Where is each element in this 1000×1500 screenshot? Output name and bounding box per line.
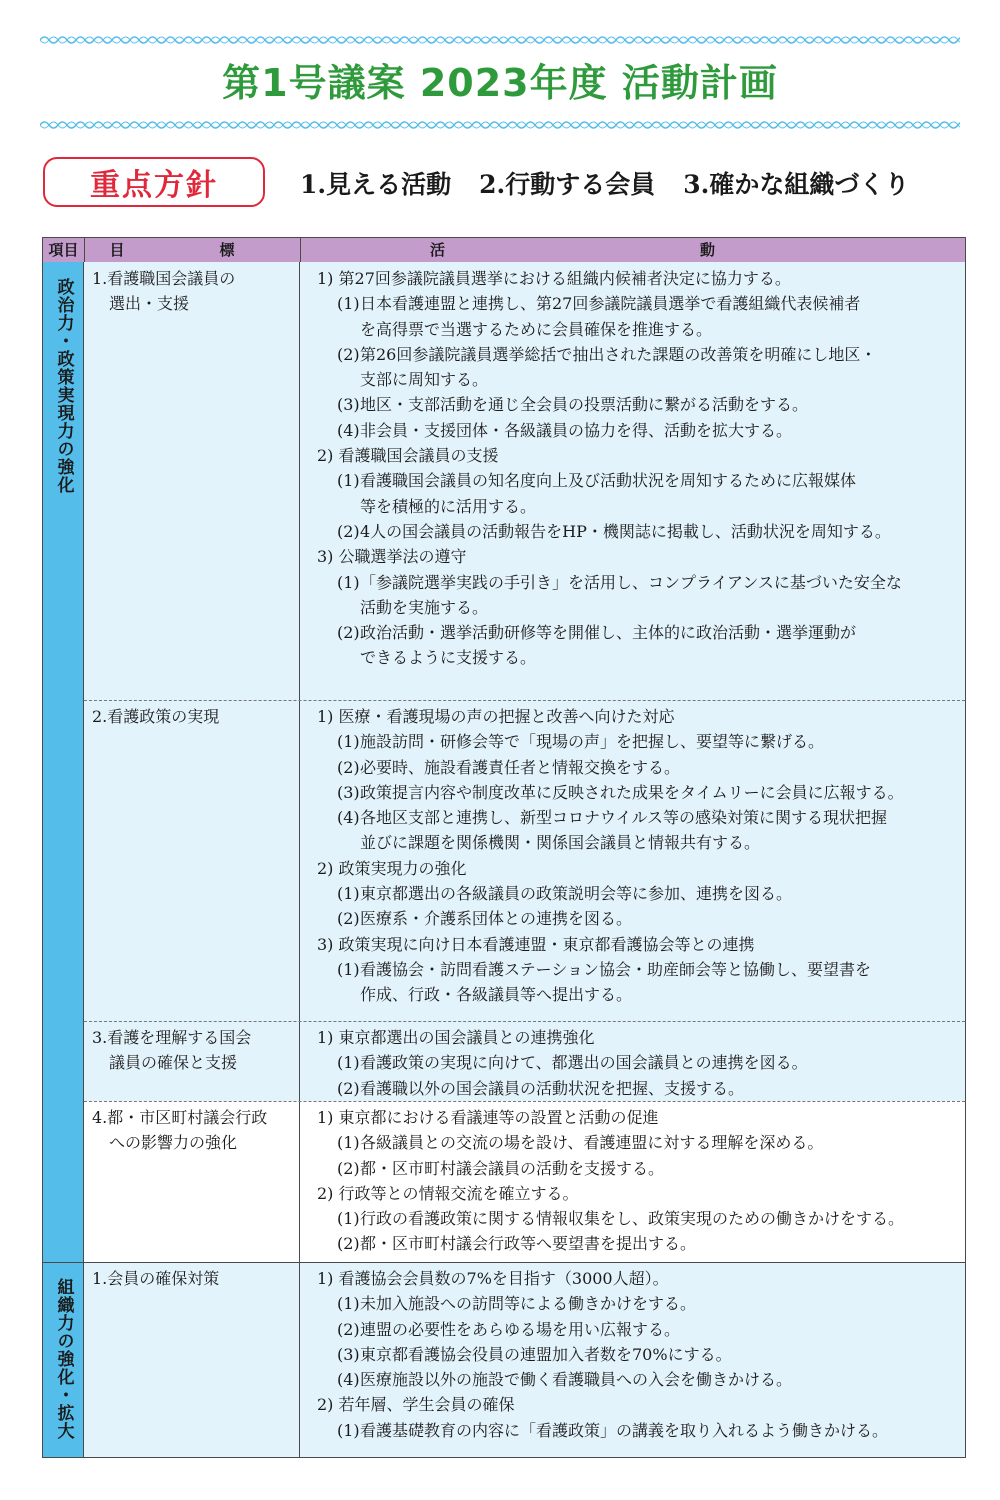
activity-item	[300, 418, 965, 443]
activity-heading: 3) 公職選挙法の遵守	[317, 547, 467, 567]
item-text: 行政の看護政策に関する情報収集をし、政策実現のための働きかけをする。	[360, 1209, 905, 1229]
item-number: (1)	[337, 1053, 360, 1073]
item-text: 地区・支部活動を通じ全会員の投票活動に繋がる活動をする。	[360, 395, 809, 415]
table-row	[84, 1021, 965, 1101]
category-cell	[43, 1262, 84, 1457]
activity-heading: 2) 政策実現力の強化	[317, 858, 467, 878]
activity-item	[300, 1317, 965, 1342]
item-number: (2)	[337, 1319, 360, 1339]
activity-item	[300, 780, 965, 805]
item-number: (4)	[337, 420, 360, 440]
item-number: (1)	[337, 1420, 360, 1440]
activity-item	[300, 1130, 965, 1155]
goal-text: 1.看護職国会議員の	[92, 269, 236, 288]
activity-item	[300, 620, 965, 671]
policy-items	[300, 160, 909, 206]
goal-text: 選出・支援	[109, 294, 190, 313]
item-number: (1)	[337, 732, 360, 752]
activity-heading: 1) 東京都選出の国会議員との連携強化	[317, 1028, 595, 1047]
activity-item	[300, 881, 965, 906]
activity-cell	[300, 266, 965, 671]
item-number: (3)	[337, 395, 360, 415]
row-divider	[84, 1101, 965, 1102]
activity-cell	[300, 1025, 965, 1101]
item-number: (4)	[337, 808, 360, 828]
goal-cell	[84, 262, 300, 700]
goal-cell	[84, 700, 300, 1021]
item-text: 各地区支部と連携し、新型コロナウイルス等の感染対策に関する現状把握	[360, 808, 888, 828]
activity-item	[300, 1050, 965, 1075]
activity-item	[300, 1291, 965, 1316]
item-number: (2)	[337, 344, 360, 364]
item-text: 第26回参議院議員選挙総括で抽出された課題の改善策を明確にし地区・	[360, 344, 877, 364]
activity-heading: 1) 東京都における看議連等の設置と活動の促進	[317, 1108, 659, 1127]
goal-text: 2.看護政策の実現	[92, 707, 220, 726]
activity-item	[300, 1076, 965, 1101]
activity-heading: 2) 若年層、学生会員の確保	[317, 1395, 515, 1415]
goal-text: 1.会員の確保対策	[92, 1269, 220, 1288]
activity-item	[300, 342, 965, 393]
table-row	[84, 262, 965, 700]
policy-label: 重点方針	[43, 157, 265, 207]
category-label: 政治力・政策実現力の強化	[53, 278, 74, 494]
activity-item	[300, 957, 965, 1008]
item-text: 政治活動・選挙活動研修等を開催し、主体的に政治活動・選挙運動が	[360, 623, 857, 643]
activity-plan-table	[42, 237, 966, 1458]
item-text-continued: 支部に周知する。	[360, 370, 489, 390]
item-text: 看護基礎教育の内容に「看護政策」の講義を取り入れるよう働きかける。	[360, 1420, 889, 1440]
item-text: 連盟の必要性をあらゆる場を用い広報する。	[360, 1319, 681, 1339]
item-text-continued: 活動を実施する。	[360, 597, 489, 617]
item-text: 必要時、施設看護責任者と情報交換をする。	[360, 757, 681, 777]
item-text: 都・区市町村議会議員の活動を支援する。	[360, 1158, 665, 1178]
item-text: 医療施設以外の施設で働く看護職員への入会を働きかける。	[360, 1370, 793, 1390]
activity-cell	[300, 704, 965, 1008]
item-number: (1)	[337, 294, 360, 314]
item-text: 都・区市町村議会行政等へ要望書を提出する。	[360, 1234, 697, 1254]
activity-item	[300, 519, 965, 544]
activity-item	[300, 1156, 965, 1181]
goal-text: 4.都・市区町村議会行政	[92, 1108, 268, 1127]
activity-heading: 1) 第27回参議院議員選挙における組織内候補者決定に協力する。	[317, 269, 791, 288]
policy-item: 1.見える活動	[300, 170, 452, 199]
item-number: (2)	[337, 1078, 360, 1098]
item-number: (2)	[337, 521, 360, 541]
activity-cell	[300, 1266, 965, 1443]
table-header	[43, 238, 965, 263]
item-text: 各級議員との交流の場を設け、看護連盟に対する理解を深める。	[360, 1133, 824, 1153]
item-text: 政策提言内容や制度改革に反映された成果をタイムリーに会員に広報する。	[360, 782, 904, 802]
item-text: 施設訪問・研修会等で「現場の声」を把握し、要望等に繋げる。	[360, 732, 825, 752]
policy-item: 3.確かな組織づくり	[683, 170, 910, 199]
item-text: 4人の国会議員の活動報告をHP・機関誌に掲載し、活動状況を周知する。	[360, 521, 891, 541]
item-text: 東京都選出の各級議員の政策説明会等に参加、連携を図る。	[360, 884, 793, 904]
goal-cell	[84, 1262, 300, 1457]
row-divider	[84, 700, 965, 701]
item-text-continued: 並びに課題を関係機関・関係国会議員と情報共有する。	[360, 833, 761, 853]
activity-heading: 2) 行政等との情報交流を確立する。	[317, 1183, 579, 1203]
activity-heading: 2) 看護職国会議員の支援	[317, 446, 499, 466]
item-number: (1)	[337, 572, 360, 592]
header-goal: 目 標	[84, 238, 301, 262]
activity-cell	[300, 1105, 965, 1257]
activity-item	[300, 1418, 965, 1443]
row-divider	[43, 1262, 965, 1263]
item-number: (1)	[337, 1294, 360, 1314]
activity-item	[300, 805, 965, 856]
activity-item	[300, 755, 965, 780]
item-number: (3)	[337, 1344, 360, 1364]
item-number: (1)	[337, 959, 360, 979]
goal-text: への影響力の強化	[109, 1133, 238, 1152]
item-number: (2)	[337, 1234, 360, 1254]
item-number: (1)	[337, 1209, 360, 1229]
item-number: (1)	[337, 1133, 360, 1153]
item-text: 未加入施設への訪問等による働きかけをする。	[360, 1294, 697, 1314]
item-text-continued: 等を積極的に活用する。	[360, 496, 537, 516]
item-number: (2)	[337, 1158, 360, 1178]
activity-heading: 1) 看護協会会員数の7%を目指す（3000人超）。	[317, 1269, 669, 1288]
table-row	[84, 700, 965, 1021]
activity-item	[300, 1342, 965, 1367]
activity-heading: 1) 医療・看護現場の声の把握と改善へ向けた対応	[317, 707, 675, 726]
item-number: (2)	[337, 623, 360, 643]
header-activity: 活 動	[429, 241, 835, 259]
item-text: 「参議院選挙実践の手引き」を活用し、コンプライアンスに基づいた安全な	[360, 572, 902, 592]
item-text: 医療系・介護系団体との連携を図る。	[360, 909, 633, 929]
item-text: 看護協会・訪問看護ステーション協会・助産師会等と協働し、要望書を	[360, 959, 872, 979]
item-text: 看護職国会議員の知名度向上及び活動状況を周知するために広報媒体	[360, 471, 857, 491]
item-text: 東京都看護協会役員の連盟加入者数を70%にする。	[360, 1344, 732, 1364]
goal-text: 3.看護を理解する国会	[92, 1028, 252, 1047]
item-number: (4)	[337, 1370, 360, 1390]
activity-item	[300, 468, 965, 519]
category-label: 組織力の強化・拡大	[53, 1278, 74, 1440]
item-text: 日本看護連盟と連携し、第27回参議院議員選挙で看護組織代表候補者	[360, 294, 861, 314]
item-number: (2)	[337, 909, 360, 929]
page-title: 第1号議案 2023年度 活動計画	[222, 61, 778, 105]
activity-item	[300, 291, 965, 342]
item-text-continued: 作成、行政・各級議員等へ提出する。	[360, 985, 633, 1005]
activity-item	[300, 729, 965, 754]
activity-item	[300, 1367, 965, 1392]
category-cell	[43, 262, 84, 1262]
table-row	[84, 1101, 965, 1262]
activity-item	[300, 1231, 965, 1256]
header-category: 項目	[43, 238, 85, 262]
item-text: 看護政策の実現に向けて、都選出の国会議員との連携を図る。	[360, 1053, 808, 1073]
row-divider	[84, 1021, 965, 1022]
item-number: (1)	[337, 884, 360, 904]
goal-cell	[84, 1101, 300, 1262]
activity-item	[300, 570, 965, 621]
activity-heading: 3) 政策実現に向け日本看護連盟・東京都看護協会等との連携	[317, 934, 755, 954]
item-text-continued: できるように支援する。	[360, 648, 537, 668]
policy-item: 2.行動する会員	[479, 170, 656, 199]
goal-text: 議員の確保と支援	[109, 1053, 238, 1072]
activity-item	[300, 906, 965, 931]
goal-cell	[84, 1021, 300, 1101]
table-row	[84, 1262, 965, 1457]
decorative-border-bottom	[40, 119, 960, 131]
decorative-border-top	[40, 34, 960, 46]
item-number: (1)	[337, 471, 360, 491]
activity-item	[300, 392, 965, 417]
item-text: 看護職以外の国会議員の活動状況を把握、支援する。	[360, 1078, 745, 1098]
item-text: 非会員・支援団体・各級議員の協力を得、活動を拡大する。	[360, 420, 793, 440]
activity-item	[300, 1206, 965, 1231]
item-text-continued: を高得票で当選するために会員確保を推進する。	[360, 319, 713, 339]
item-number: (2)	[337, 757, 360, 777]
item-number: (3)	[337, 782, 360, 802]
